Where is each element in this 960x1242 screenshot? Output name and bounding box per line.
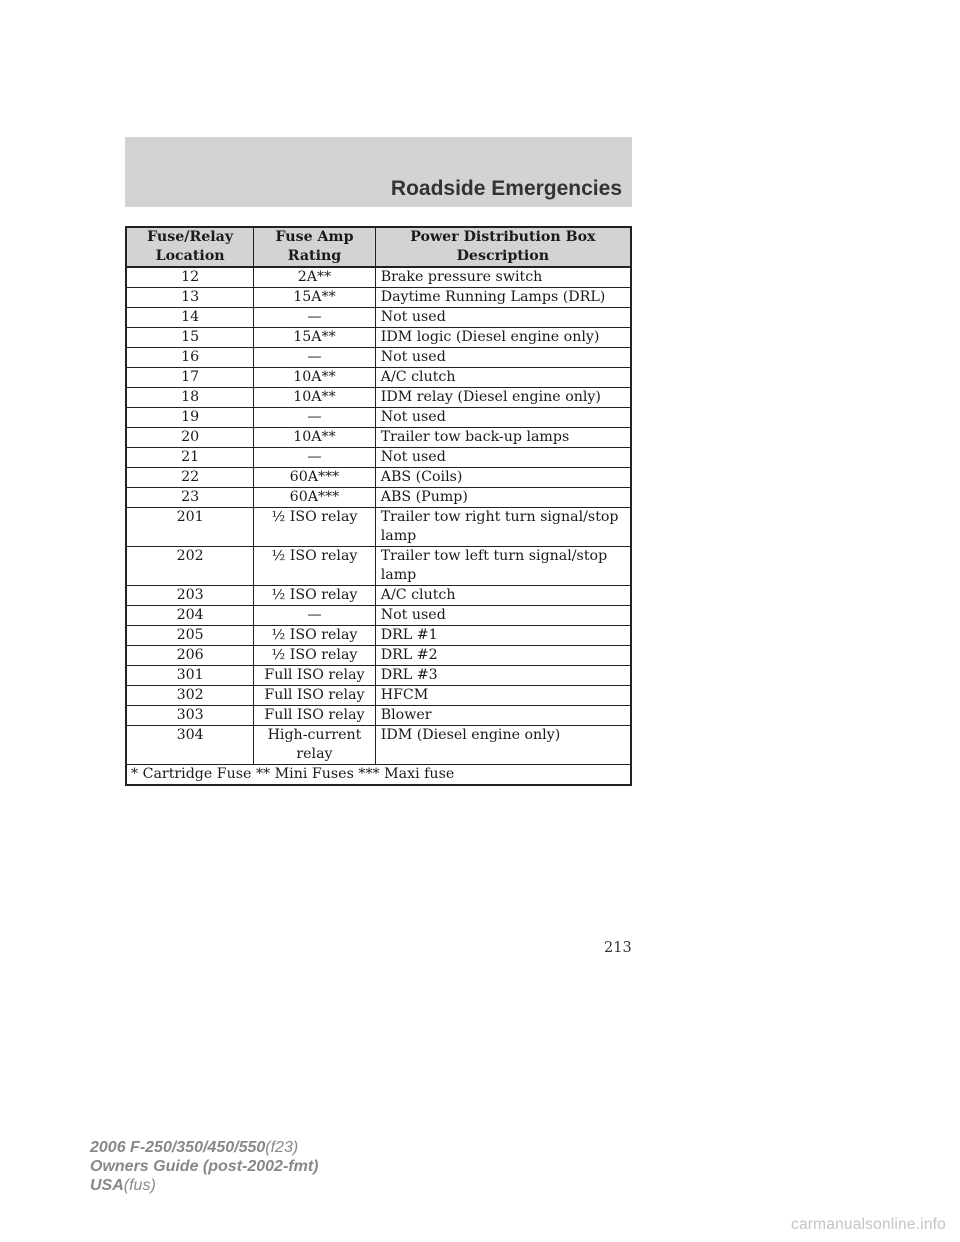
cell-description: IDM logic (Diesel engine only) — [375, 328, 631, 348]
table-row — [126, 686, 631, 706]
cell-description: HFCM — [375, 686, 631, 706]
table-row — [126, 646, 631, 666]
table-header-row — [126, 227, 631, 267]
cell-location: 14 — [126, 308, 254, 328]
cell-description: Not used — [375, 448, 631, 468]
cell-rating: — — [254, 348, 376, 368]
cell-location: 303 — [126, 706, 254, 726]
cell-location: 201 — [126, 508, 254, 547]
cell-rating: — — [254, 408, 376, 428]
table-row — [126, 428, 631, 448]
cell-description: Trailer tow right turn signal/stop lamp — [375, 508, 631, 547]
table-row — [126, 368, 631, 388]
cell-location: 304 — [126, 726, 254, 765]
cell-rating: Full ISO relay — [254, 666, 376, 686]
table-row — [126, 606, 631, 626]
cell-location: 302 — [126, 686, 254, 706]
table-row — [126, 267, 631, 288]
cell-description: Not used — [375, 308, 631, 328]
cell-description: IDM (Diesel engine only) — [375, 726, 631, 765]
column-header-description: Power Distribution Box Description — [375, 227, 631, 267]
cell-rating: — — [254, 606, 376, 626]
cell-location: 202 — [126, 547, 254, 586]
cell-rating: 60A*** — [254, 488, 376, 508]
cell-description: A/C clutch — [375, 586, 631, 606]
cell-location: 203 — [126, 586, 254, 606]
cell-rating: 15A** — [254, 328, 376, 348]
cell-rating: ½ ISO relay — [254, 547, 376, 586]
cell-description: DRL #1 — [375, 626, 631, 646]
column-header-location: Fuse/Relay Location — [126, 227, 254, 267]
cell-description: Blower — [375, 706, 631, 726]
cell-description: Trailer tow back-up lamps — [375, 428, 631, 448]
cell-location: 204 — [126, 606, 254, 626]
table-row — [126, 328, 631, 348]
cell-rating: Full ISO relay — [254, 706, 376, 726]
cell-location: 205 — [126, 626, 254, 646]
table-row — [126, 288, 631, 308]
column-header-rating: Fuse Amp Rating — [254, 227, 376, 267]
watermark-text: carmanualsonline.info — [791, 1216, 946, 1233]
table-row — [126, 726, 631, 765]
cell-rating: 60A*** — [254, 468, 376, 488]
cell-description: DRL #3 — [375, 666, 631, 686]
table-row — [126, 547, 631, 586]
table-row — [126, 626, 631, 646]
fuse-relay-table — [125, 226, 632, 786]
section-title: Roadside Emergencies — [390, 177, 622, 200]
cell-location: 19 — [126, 408, 254, 428]
cell-location: 22 — [126, 468, 254, 488]
cell-location: 301 — [126, 666, 254, 686]
table-footnote: * Cartridge Fuse ** Mini Fuses *** Maxi fuse — [126, 765, 631, 786]
table-row — [126, 586, 631, 606]
cell-rating: — — [254, 448, 376, 468]
cell-location: 206 — [126, 646, 254, 666]
cell-rating: ½ ISO relay — [254, 508, 376, 547]
document-footer — [90, 1138, 318, 1195]
cell-rating: 10A** — [254, 368, 376, 388]
table-row — [126, 488, 631, 508]
table-row — [126, 508, 631, 547]
cell-location: 21 — [126, 448, 254, 468]
cell-location: 18 — [126, 388, 254, 408]
footer-market: USA — [90, 1177, 124, 1194]
cell-location: 17 — [126, 368, 254, 388]
table-row — [126, 448, 631, 468]
table-row — [126, 666, 631, 686]
footer-guide: Owners Guide (post-2002-fmt) — [90, 1158, 319, 1175]
cell-description: Not used — [375, 348, 631, 368]
cell-description: Not used — [375, 606, 631, 626]
cell-description: Not used — [375, 408, 631, 428]
cell-rating: Full ISO relay — [254, 686, 376, 706]
table-row — [126, 468, 631, 488]
cell-rating: ½ ISO relay — [254, 626, 376, 646]
footer-market-code: (fus) — [123, 1177, 156, 1194]
cell-description: ABS (Coils) — [375, 468, 631, 488]
footer-line-2 — [90, 1157, 318, 1176]
footer-model: 2006 F-250/350/450/550 — [90, 1139, 266, 1156]
cell-description: DRL #2 — [375, 646, 631, 666]
cell-description: Brake pressure switch — [375, 267, 631, 288]
table-row — [126, 348, 631, 368]
cell-rating: High-current relay — [254, 726, 376, 765]
cell-location: 16 — [126, 348, 254, 368]
cell-location: 23 — [126, 488, 254, 508]
cell-rating: — — [254, 308, 376, 328]
cell-location: 20 — [126, 428, 254, 448]
footer-line-1 — [90, 1138, 318, 1157]
page-number: 213 — [604, 940, 632, 956]
cell-description: IDM relay (Diesel engine only) — [375, 388, 631, 408]
cell-rating: ½ ISO relay — [254, 646, 376, 666]
cell-rating: 15A** — [254, 288, 376, 308]
footer-model-code: (f23) — [265, 1139, 299, 1156]
cell-rating: 10A** — [254, 388, 376, 408]
cell-location: 13 — [126, 288, 254, 308]
table-row — [126, 706, 631, 726]
cell-rating: ½ ISO relay — [254, 586, 376, 606]
cell-description: A/C clutch — [375, 368, 631, 388]
cell-rating: 10A** — [254, 428, 376, 448]
cell-description: Trailer tow left turn signal/stop lamp — [375, 547, 631, 586]
footer-line-3 — [90, 1176, 318, 1195]
cell-location: 12 — [126, 267, 254, 288]
table-row — [126, 408, 631, 428]
table-row — [126, 308, 631, 328]
table-footnote-row — [126, 765, 631, 786]
table-row — [126, 388, 631, 408]
cell-description: ABS (Pump) — [375, 488, 631, 508]
cell-description: Daytime Running Lamps (DRL) — [375, 288, 631, 308]
section-header-band — [125, 137, 632, 207]
cell-rating: 2A** — [254, 267, 376, 288]
cell-location: 15 — [126, 328, 254, 348]
